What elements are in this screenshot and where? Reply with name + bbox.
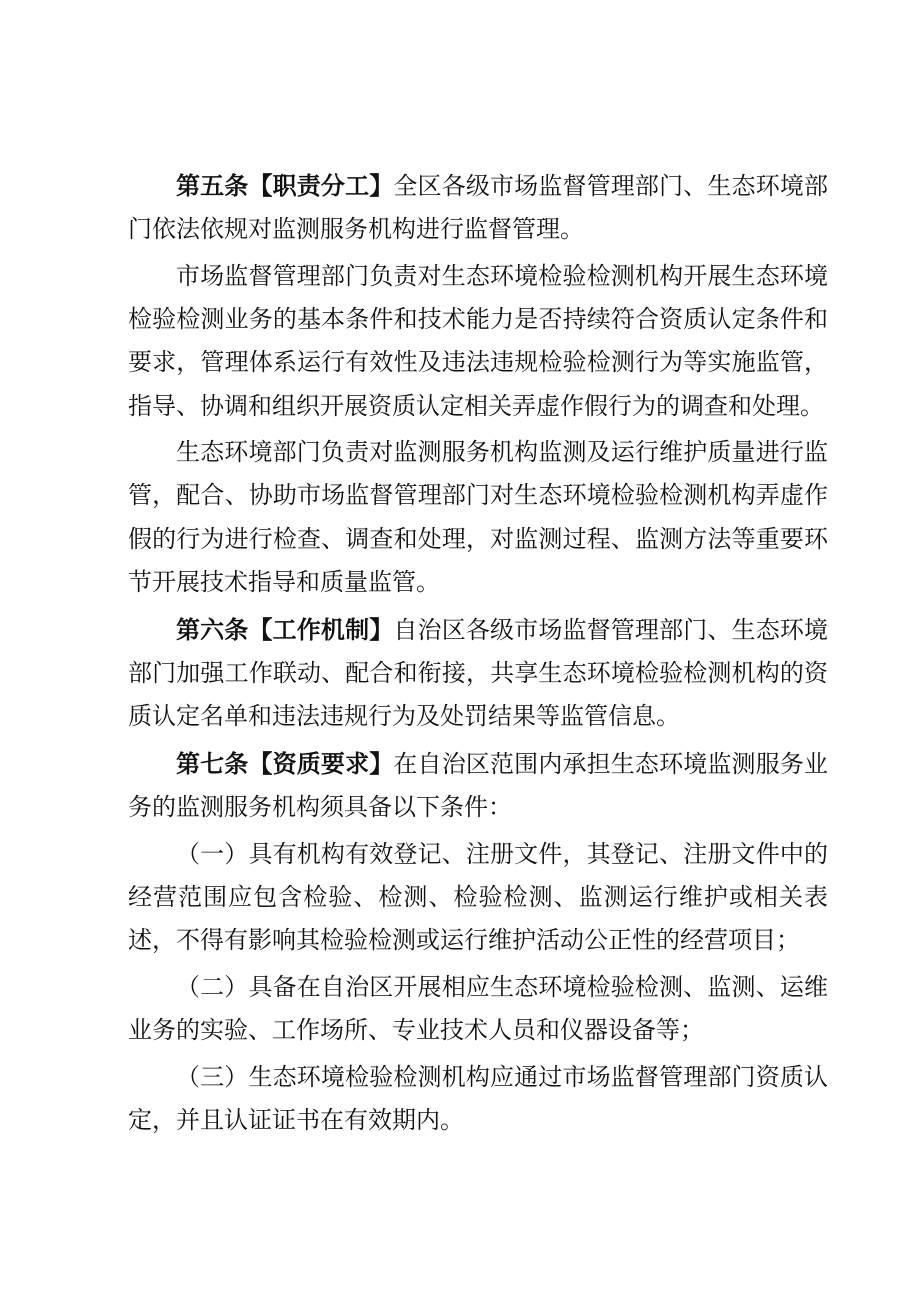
article-5-heading: 第五条【职责分工】 [176, 171, 394, 200]
article-5-paragraph [128, 164, 828, 251]
article-5-text: 全区各级市场监督管理部门、生态环境部门依法依规对监测服务机构进行监督管理。 [128, 172, 829, 244]
article-7-item-3: （三）生态环境检验检测机构应通过市场监督管理部门资质认定，并且认证证书在有效期内。 [128, 1062, 828, 1134]
article-7-text: 在自治区范围内承担生态环境监测服务业务的监测服务机构须具备以下条件： [128, 749, 829, 821]
article-6-text: 自治区各级市场监督管理部门、生态环境部门加强工作联动、配合和衔接，共享生态环境检验检测机构的资质认定名单和违法违规行为及处罚结果等监管信息。 [128, 615, 829, 730]
article-6-paragraph [128, 608, 828, 739]
document-body [128, 164, 828, 1142]
article-7-item-2: （二）具备在自治区开展相应生态环境检验检测、监测、运维业务的实验、工作场所、专业技术人员和仪器设备等； [128, 972, 828, 1044]
article-7-heading: 第七条【资质要求】 [176, 748, 394, 778]
article-6-heading: 第六条【工作机制】 [176, 614, 394, 644]
article-7-paragraph [128, 742, 828, 829]
article-7-item-1: （一）具有机构有效登记、注册文件，其登记、注册文件中的经营范围应包含检验、检测、检验检测、监测运行维护或相关表述，不得有影响其检验检测或运行维护活动公正性的经营项目； [128, 839, 828, 954]
article-5-paragraph-3: 生态环境部门负责对监测服务机构监测及运行维护质量进行监管，配合、协助市场监督管理部门对生态环境检验检测机构弄虚作假的行为进行检查、调查和处理，对监测过程、监测方法等重要环节开展技术指导和质量监管。 [128, 438, 828, 596]
article-5-paragraph-2: 市场监督管理部门负责对生态环境检验检测机构开展生态环境检验检测业务的基本条件和技术能力是否持续符合资质认定条件和要求，管理体系运行有效性及违法违规检验检测行为等实施监管，指导、协调和组织开展资质认定相关弄虚作假行为的调查和处理。 [128, 261, 828, 420]
